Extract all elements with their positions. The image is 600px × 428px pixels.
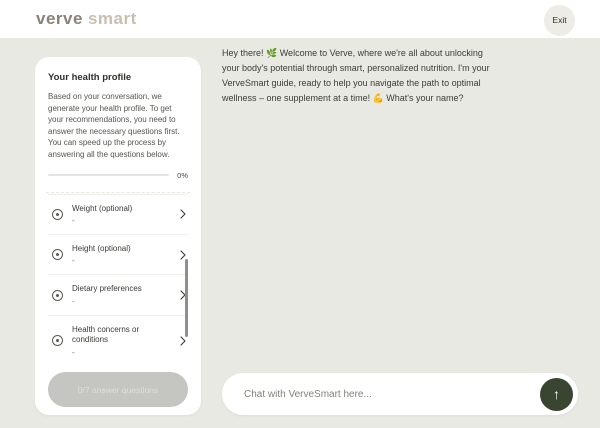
radio-target-icon xyxy=(52,290,63,301)
logo-word-smart: smart xyxy=(87,9,137,28)
assistant-message: Hey there! 🌿 Welcome to Verve, where we're all about unlocking your body's potential through smart, personalized nutrition. I'm your VerveSmart guide, ready to help you navigate the path to optimal wellness – one supplement at a time! 💪 What's your name? xyxy=(222,48,490,103)
chevron-right-icon xyxy=(180,336,186,346)
progress-percent: 0% xyxy=(177,170,188,180)
item-label: Health concerns or conditions xyxy=(72,324,140,345)
progress-row xyxy=(48,171,188,180)
chevron-right-icon xyxy=(180,209,186,219)
panel-title: Your health profile xyxy=(48,72,132,83)
list-item-weight[interactable] xyxy=(48,195,188,235)
main-area xyxy=(0,38,600,428)
item-value: - xyxy=(72,296,75,306)
item-value: - xyxy=(72,256,75,266)
radio-target-icon xyxy=(52,209,63,220)
list-top-divider xyxy=(46,192,190,193)
exit-button[interactable]: Exit xyxy=(544,5,575,36)
list-item-health-concerns[interactable] xyxy=(48,316,188,364)
item-value: - xyxy=(72,347,75,357)
logo-word-verve: verve xyxy=(36,9,83,28)
radio-target-icon xyxy=(52,249,63,260)
item-label: Dietary preferences xyxy=(72,284,142,294)
item-label: Height (optional) xyxy=(72,243,131,253)
top-bar xyxy=(0,0,600,38)
arrow-up-icon: ↑ xyxy=(553,386,560,402)
health-profile-panel xyxy=(35,57,201,415)
scrollbar-thumb[interactable] xyxy=(185,259,188,337)
question-list xyxy=(48,194,188,364)
progress-bar xyxy=(48,174,169,176)
item-label: Weight (optional) xyxy=(72,203,133,213)
item-value: - xyxy=(72,215,75,225)
send-button[interactable] xyxy=(540,378,573,411)
radio-target-icon xyxy=(52,335,63,346)
chat-input-bar xyxy=(222,373,578,415)
list-item-dietary-preferences[interactable] xyxy=(48,275,188,315)
chat-input[interactable] xyxy=(244,389,540,400)
answer-questions-button[interactable]: 0/7 answer questions xyxy=(48,372,188,407)
list-item-height[interactable] xyxy=(48,235,188,275)
panel-description: Based on your conversation, we generate your health profile. To get your recommendations, you need to answer the necessary questions first. You can speed up the process by answering all the questions below. xyxy=(48,92,180,159)
app-logo xyxy=(36,9,137,29)
